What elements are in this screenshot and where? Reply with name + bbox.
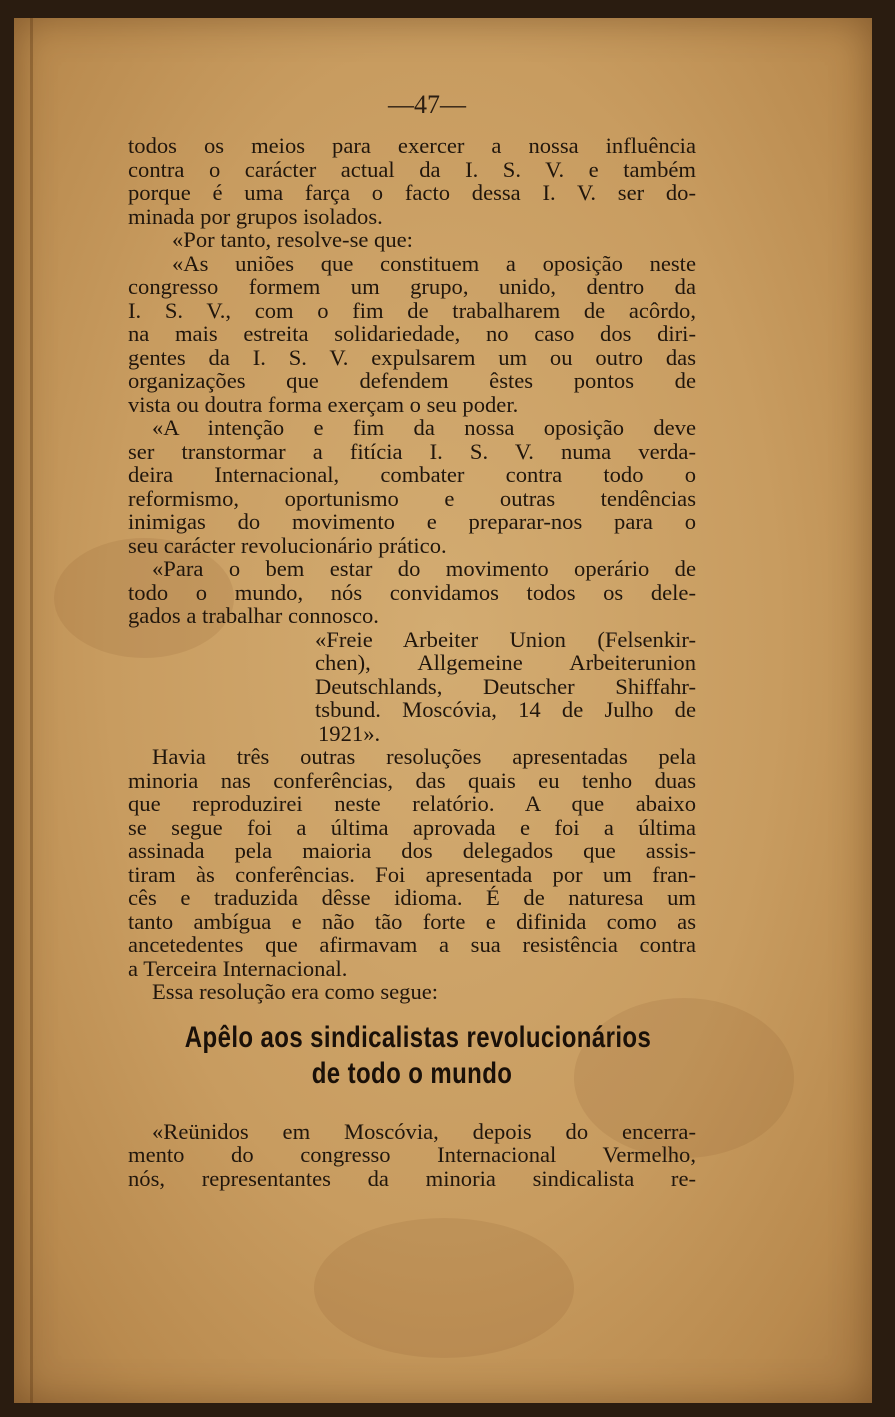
text-line: assinada pela maioria dos delegados que assis- bbox=[128, 838, 696, 863]
paragraph bbox=[128, 228, 696, 252]
text-line: inimigas do movimento e preparar-nos para o bbox=[128, 509, 696, 534]
section-heading-subtitle: de todo o mundo bbox=[311, 1056, 513, 1090]
text-line: gentes da I. S. V. expulsarem um ou outro das bbox=[128, 344, 696, 370]
text-line: «Por tanto, resolve-se que: bbox=[172, 227, 413, 252]
text-line: deira Internacional, combater contra todo o bbox=[128, 462, 696, 487]
paragraph bbox=[128, 134, 696, 228]
text-line: todos os meios para exercer a nossa influência bbox=[128, 133, 696, 158]
text-line: que reproduzirei neste relatório. A que abaixo bbox=[128, 791, 696, 816]
text-line: organizações que defendem êstes pontos de bbox=[128, 368, 696, 393]
paragraph bbox=[128, 557, 696, 628]
text-line: tiram às conferências. Foi apresentada por um fran- bbox=[128, 861, 696, 887]
text-line: Havia três outras resoluções apresentadas pela bbox=[152, 744, 696, 769]
text-line: «A intenção e fim da nossa oposição deve bbox=[152, 415, 696, 440]
text-line: a Terceira Internacional. bbox=[128, 955, 348, 981]
text-line: mento do congresso Internacional Vermelho, bbox=[128, 1142, 696, 1167]
text-line: congresso formem um grupo, unido, dentro da bbox=[128, 274, 696, 299]
paragraph bbox=[128, 980, 696, 1004]
signatories bbox=[128, 628, 696, 746]
text-line: I. S. V., com o fim de trabalharem de acôrdo, bbox=[128, 297, 696, 323]
paragraph bbox=[128, 745, 696, 980]
text-line: «As uniões que constituem a oposição neste bbox=[172, 250, 696, 276]
text-line: minoria nas conferências, das quais eu tenho duas bbox=[128, 767, 696, 793]
text-line: chen), Allgemeine Arbeiterunion bbox=[315, 650, 696, 675]
section-heading: Apêlo aos sindicalistas revolucionários bbox=[184, 1020, 652, 1054]
text-line: nós, representantes da minoria sindicalista re- bbox=[128, 1165, 696, 1191]
text-line: gados a trabalhar connosco. bbox=[128, 603, 379, 628]
text-line: «Reünidos em Moscóvia, depois do encerra- bbox=[152, 1118, 696, 1144]
text-line: 1921». bbox=[318, 720, 381, 746]
text-line: reformismo, oportunismo e outras tendências bbox=[128, 485, 696, 511]
text-line: «Freie Arbeiter Union (Felsenkir- bbox=[315, 626, 696, 652]
page-body bbox=[128, 134, 696, 1190]
text-line: minada por grupos isolados. bbox=[128, 203, 383, 229]
text-line: Essa resolução era como segue: bbox=[152, 979, 439, 1004]
paper-stain bbox=[314, 1218, 574, 1358]
paragraph bbox=[128, 1120, 696, 1191]
text-line: todo o mundo, nós convidamos todos os dele- bbox=[128, 579, 696, 605]
text-line: cês e traduzida dêsse idioma. É de naturesa um bbox=[128, 885, 696, 910]
text-line: tsbund. Moscóvia, 14 de Julho de bbox=[315, 697, 696, 722]
text-line: vista ou doutra forma exerçam o seu poder. bbox=[128, 391, 519, 417]
text-line: ser transtormar a fitícia I. S. V. numa verda- bbox=[128, 438, 696, 464]
page-number: —47— bbox=[388, 90, 466, 119]
paragraph bbox=[128, 416, 696, 557]
text-line: na mais estreita solidariedade, no caso dos diri- bbox=[128, 321, 696, 346]
text-line: contra o carácter actual da I. S. V. e também bbox=[128, 156, 696, 182]
text-line: Deutschlands, Deutscher Shiffahr- bbox=[315, 673, 696, 699]
text-line: seu carácter revolucionário prático. bbox=[128, 532, 447, 558]
paragraph bbox=[128, 252, 696, 417]
text-line: porque é uma farça o facto dessa I. V. ser do- bbox=[128, 180, 696, 205]
text-line: tanto ambígua e não tão forte e difinida como as bbox=[128, 908, 696, 934]
text-line: «Para o bem estar do movimento operário de bbox=[152, 556, 696, 581]
text-line: se segue foi a última aprovada e foi a última bbox=[128, 814, 696, 840]
text-line: ancetedentes que afirmavam a sua resistência contra bbox=[128, 932, 696, 957]
